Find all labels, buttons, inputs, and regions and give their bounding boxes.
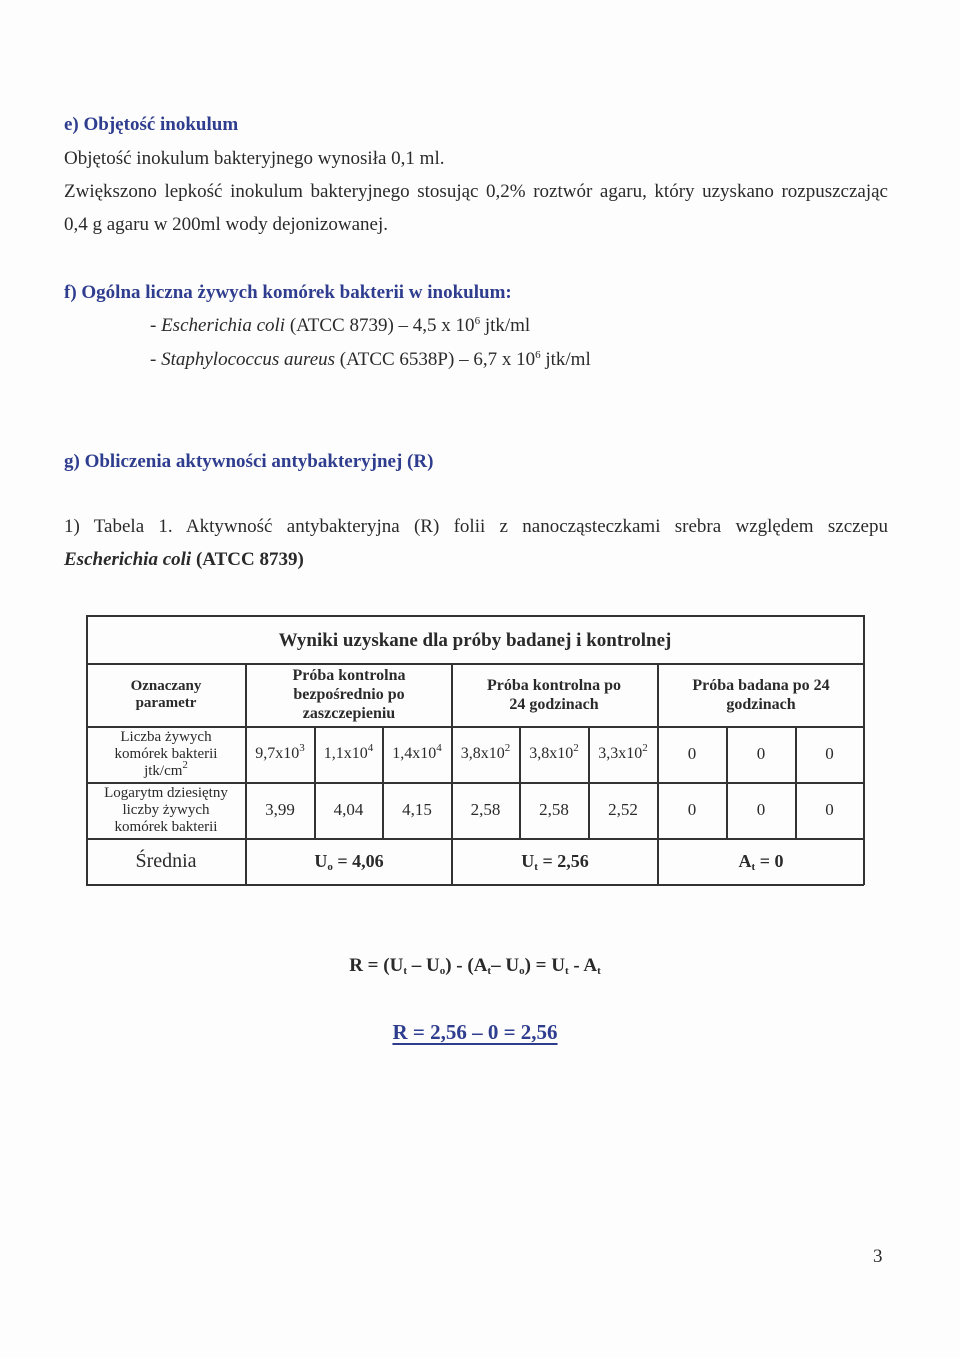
caption-species: Escherichia coli <box>64 549 192 570</box>
strain-count: (ATCC 8739) – 4,5 x 10 <box>285 315 475 336</box>
table-cell: 4,15 <box>402 800 432 819</box>
unit: jtk/ml <box>540 349 591 370</box>
table-cell: $3,8x10^2$ <box>529 742 579 762</box>
species-name: Staphylococcus aureus <box>161 349 336 370</box>
param-header: Oznaczany parametr <box>130 677 202 711</box>
results-table <box>86 615 864 885</box>
table-cell: 4,04 <box>333 800 364 819</box>
page-number: 3 <box>873 1246 883 1267</box>
col-header-control-24h: Próba kontrolna po 24 godzinach <box>487 676 621 713</box>
section-e-line-2: Zwiększono lepkość inokulum bakteryjnego stosując 0,2% roztwór agaru, który uzyskano rozpuszczając <box>64 181 888 202</box>
section-g-heading: g) Obliczenia aktywności antybakteryjnej (R) <box>64 451 434 472</box>
table-cell: 0 <box>687 800 697 819</box>
col-header-test-24h: Próba badana po 24 godzinach <box>692 676 830 713</box>
table-cell: 0 <box>687 744 697 763</box>
avg-control-initial: $U_o = 4,06$ <box>314 850 384 873</box>
section-e-line-1: Objętość inokulum bakteryjnego wynosiła 0,1 ml. <box>64 148 445 169</box>
section-f-heading: f) Ogólna liczna żywych komórek bakterii w inokulum: <box>64 282 512 303</box>
table-cell: $3,8x10^2$ <box>460 742 511 762</box>
table-cell: $3,3x10^2$ <box>598 742 648 762</box>
avg-test-24h: $A_t = 0$ <box>738 850 784 873</box>
table-cell: 2,52 <box>608 800 638 819</box>
avg-label: Średnia <box>135 849 197 872</box>
section-e-heading: e) Objętość inokulum <box>64 114 239 135</box>
table-caption-line-2 <box>64 549 304 571</box>
unit: jtk/ml <box>480 315 531 336</box>
table-cell: 0 <box>756 744 766 763</box>
table-border <box>86 884 864 886</box>
section-e-line-3: 0,4 g agaru w 200ml wody dejonizowanej. <box>64 214 388 235</box>
strain-count: (ATCC 6538P) – 6,7 x 10 <box>335 349 536 370</box>
inoculum-item-ecoli <box>150 315 530 337</box>
row-label-log: Logarytm dziesiętny liczby żywych komórek bakterii <box>104 784 228 835</box>
row-label-exponent: 2 <box>182 758 188 771</box>
species-name: Escherichia coli <box>161 315 286 336</box>
r-result-value: R = 2,56 – 0 = 2,56 <box>392 1020 558 1044</box>
table-cell: 2,58 <box>470 800 501 819</box>
exponent: 6 <box>535 349 541 361</box>
col-header-control-initial: Próba kontrolna bezpośrednio po zaszczepieniu <box>292 667 406 722</box>
table-cell: 0 <box>756 800 766 819</box>
table-cell: 0 <box>825 744 834 763</box>
table-caption-line-1: 1) Tabela 1. Aktywność antybakteryjna (R) folii z nanocząsteczkami srebra względem szczepu <box>64 516 888 537</box>
inoculum-item-saureus <box>150 349 591 371</box>
item-dash: - <box>150 315 162 336</box>
caption-strain: (ATCC 8739) <box>191 549 304 570</box>
table-title: Wyniki uzyskane dla próby badanej i kontrolnej <box>278 630 672 651</box>
row-label-viable-count <box>96 726 236 782</box>
table-cell: 2,58 <box>539 800 569 819</box>
r-result <box>0 1020 950 1045</box>
table-cell: 3,99 <box>265 800 295 819</box>
row-label-text: Liczba żywych komórek bakterii jtk/cm <box>114 728 218 779</box>
table-cell: $1,4x10^4$ <box>392 742 442 762</box>
r-formula: $R = (U_t - U_o) - (A_t-$ $U_o) = U_t - A_t$ <box>349 955 601 977</box>
avg-control-24h: $U_t = 2,56$ <box>521 850 589 873</box>
exponent: 6 <box>474 315 481 327</box>
table-cell: $1,1x10^4$ <box>323 742 374 762</box>
table-cell: $9,7x10^3$ <box>255 742 305 762</box>
item-dash: - <box>150 349 162 370</box>
table-cell: 0 <box>825 800 834 819</box>
